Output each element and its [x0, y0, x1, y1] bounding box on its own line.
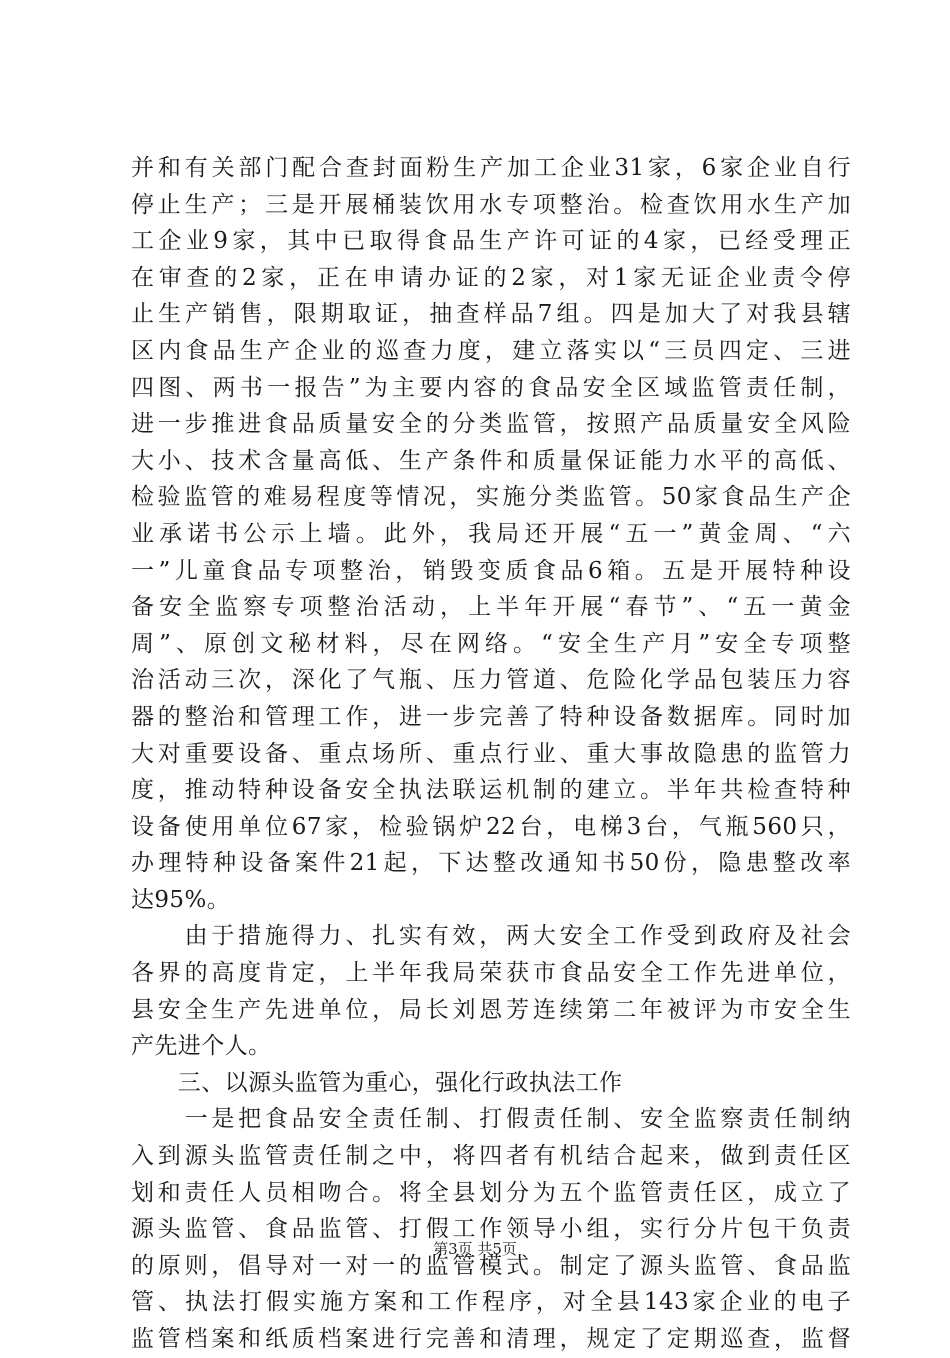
- text-line: 由于措施得力、扎实有效，两大安全工作受到政府及社会: [131, 923, 851, 950]
- text-line: 器的整治和管理工作，进一步完善了特种设备数据库。同时加: [131, 703, 851, 730]
- paragraph-end-line: 产先进个人。: [131, 1033, 272, 1060]
- text-line: 止生产销售，限期取证，抽查样品7组。四是加大了对我县辖: [131, 301, 851, 328]
- text-line: 区内食品生产企业的巡查力度，建立落实以“三员四定、三进: [131, 337, 851, 364]
- text-line: 监管档案和纸质档案进行完善和清理，规定了定期巡查，监督: [131, 1326, 851, 1352]
- text-line: 在审查的2家，正在申请办证的2家，对1家无证企业责令停: [131, 264, 851, 291]
- page-number-footer: 第3页 共5页: [433, 1240, 517, 1258]
- text-line: 一”儿童食品专项整治，销毁变质食品6箱。五是开展特种设: [131, 557, 851, 584]
- paragraph-end-line: 达95%。: [131, 886, 231, 913]
- section-heading: 三、以源头监管为重心，强化行政执法工作: [131, 1069, 623, 1096]
- text-line: 办理特种设备案件21起，下达整改通知书50份，隐患整改率: [131, 850, 851, 877]
- document-body: [131, 150, 851, 1358]
- text-line: 工企业9家，其中已取得食品生产许可证的4家，已经受理正: [131, 228, 851, 255]
- text-line: 度，推动特种设备安全执法联运机制的建立。半年共检查特种: [131, 777, 851, 804]
- text-line: 县安全生产先进单位，局长刘恩芳连续第二年被评为市安全生: [131, 996, 851, 1023]
- text-line: 停止生产；三是开展桶装饮用水专项整治。检查饮用水生产加: [131, 191, 851, 218]
- text-line: 进一步推进食品质量安全的分类监管，按照产品质量安全风险: [131, 411, 851, 438]
- text-line: 治活动三次，深化了气瓶、压力管道、危险化学品包装压力容: [131, 667, 851, 694]
- text-line: 划和责任人员相吻合。将全县划分为五个监管责任区，成立了: [131, 1179, 851, 1206]
- text-line: 各界的高度肯定，上半年我局荣获市食品安全工作先进单位，: [131, 960, 851, 987]
- text-line: 业承诺书公示上墙。此外，我局还开展“五一”黄金周、“六: [131, 520, 851, 547]
- text-line: 四图、两书一报告”为主要内容的食品安全区域监管责任制，: [131, 374, 851, 401]
- text-line: 入到源头监管责任制之中，将四者有机结合起来，做到责任区: [131, 1143, 851, 1170]
- text-line: 设备使用单位67家，检验锅炉22台，电梯3台，气瓶560只，: [131, 813, 851, 840]
- text-line: 管、执法打假实施方案和工作程序，对全县143家企业的电子: [131, 1289, 851, 1316]
- text-line: 周”、原创文秘材料，尽在网络。“安全生产月”安全专项整: [131, 630, 851, 657]
- text-line: 并和有关部门配合查封面粉生产加工企业31家，6家企业自行: [131, 155, 851, 181]
- text-line: 的原则，倡导对一对一的监管模式。制定了源头监管、食品监: [131, 1252, 851, 1279]
- text-line: 一是把食品安全责任制、打假责任制、安全监察责任制纳: [131, 1106, 851, 1133]
- text-line: 大小、技术含量高低、生产条件和质量保证能力水平的高低、: [131, 447, 851, 474]
- text-line: 大对重要设备、重点场所、重点行业、重大事故隐患的监管力: [131, 740, 851, 767]
- text-line: 备安全监察专项整治活动，上半年开展“春节”、“五一黄金: [131, 594, 851, 621]
- text-line: 检验监管的难易程度等情况，实施分类监管。50家食品生产企: [131, 484, 851, 511]
- text-line: 源头监管、食品监管、打假工作领导小组，实行分片包干负责: [131, 1216, 851, 1243]
